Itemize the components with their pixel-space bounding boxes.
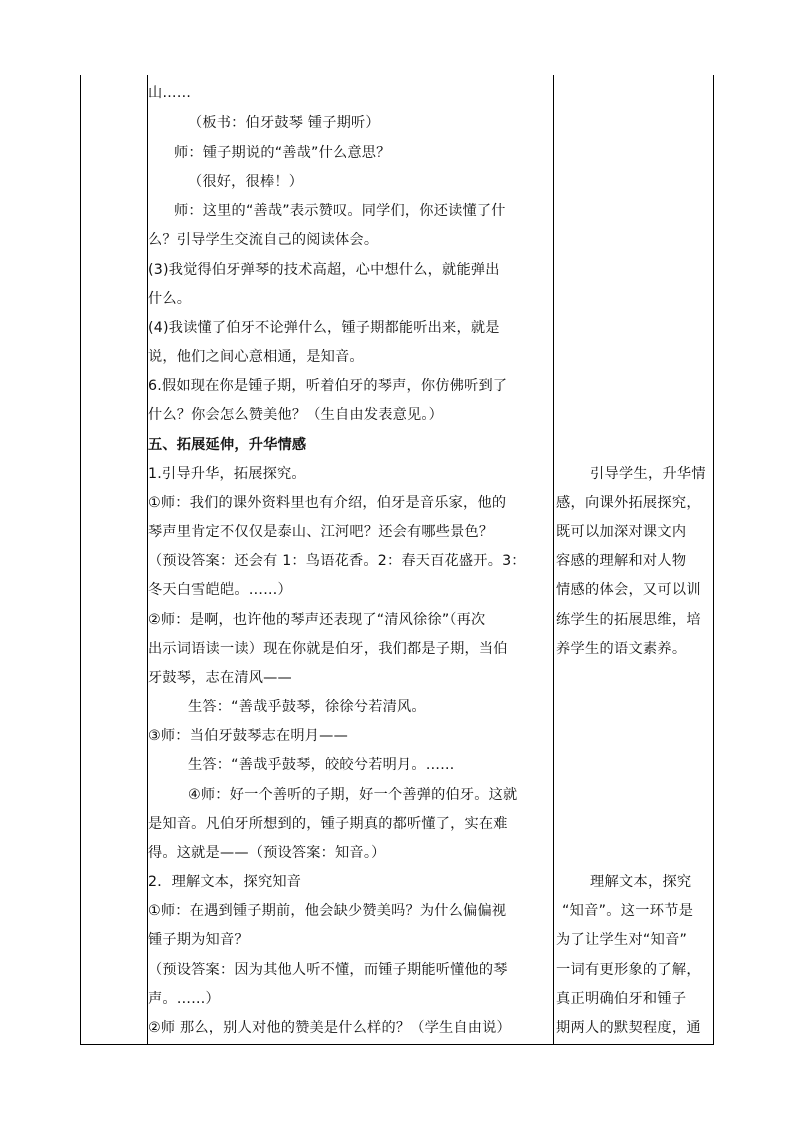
table-border-bottom [80, 1044, 714, 1045]
lesson-text-line: 琴声里肯定不仅仅是泰山、江河吧？还会有哪些景色？ [148, 524, 494, 540]
design-note-line: 情感的体会，又可以训 [556, 582, 701, 598]
table-border-col2 [553, 75, 554, 1045]
lesson-text-line: （预设答案：因为其他人听不懂，而锺子期能听懂他的琴 [148, 962, 508, 978]
lesson-text-line: ③师：当伯牙鼓琴志在明月—— [148, 728, 348, 744]
lesson-text-line: （预设答案：还会有 1：鸟语花香。2：春天百花盛开。3： [148, 553, 526, 569]
lesson-text-line: 牙鼓琴，志在清风—— [148, 670, 292, 686]
design-note-line: 容感的理解和对人物 [556, 553, 687, 569]
lesson-text-line: 师：锺子期说的“善哉”什么意思？ [174, 145, 391, 161]
lesson-text-line: 2．理解文本，探究知音 [148, 874, 302, 890]
lesson-text-line: 说，他们之间心意相通，是知音。 [148, 349, 364, 365]
lesson-text-line: ②师：是啊，也许他的琴声还表现了“清风徐徐”（再次 [148, 612, 486, 628]
lesson-text-line: 出示词语读一读）现在你就是伯牙，我们都是子期，当伯 [148, 641, 508, 657]
lesson-text-line: 什么。 [148, 291, 192, 307]
lesson-text-line: 6.假如现在你是锺子期，听着伯牙的琴声，你仿佛听到了 [148, 378, 508, 394]
lesson-text-line: 生答：“善哉乎鼓琴，皎皎兮若明月。…… [188, 757, 455, 773]
design-note-line: 养学生的语文素养。 [556, 641, 687, 657]
design-note-line: 一词有更形象的了解， [556, 962, 701, 978]
lesson-text-line: 什么？你会怎么赞美他？（生自由发表意见。） [148, 407, 444, 423]
table-border-right [713, 75, 714, 1045]
lesson-text-line: 师：这里的“善哉”表示赞叹。同学们，你还读懂了什 [174, 203, 506, 219]
design-note-line: 理解文本，探究 [590, 874, 692, 890]
lesson-text-line: 冬天白雪皑皑。……） [148, 582, 292, 598]
lesson-text-line: ①师：我们的课外资料里也有介绍，伯牙是音乐家，他的 [148, 495, 507, 511]
lesson-text-line: ④师：好一个善听的子期，好一个善弹的伯牙。这就 [188, 787, 518, 803]
lesson-text-line: 声。……） [148, 991, 220, 1007]
lesson-text-line: ①师：在遇到锺子期前，他会缺少赞美吗？为什么偏偏视 [148, 903, 507, 919]
design-note-line: 期两人的默契程度，通 [556, 1020, 701, 1036]
design-note-line: 既可以加深对课文内 [556, 524, 687, 540]
lesson-text-line: 山…… [148, 85, 192, 101]
lesson-text-line: 1.引导升华，拓展探究。 [148, 466, 306, 482]
lesson-text-line: 锺子期为知音？ [148, 932, 249, 948]
lesson-text-line: (3)我觉得伯牙弹琴的技术高超，心中想什么，就能弹出 [148, 262, 500, 278]
lesson-text-line: (4)我读懂了伯牙不论弹什么，锺子期都能听出来，就是 [148, 320, 500, 336]
lesson-text-line: 五、拓展延伸，升华情感 [148, 437, 307, 453]
design-note-line: 练学生的拓展思维，培 [556, 612, 701, 628]
design-note-line: 感，向课外拓展探究， [556, 495, 701, 511]
lesson-text-line: 生答：“善哉乎鼓琴，徐徐兮若清风。 [188, 699, 426, 715]
lesson-text-line: ②师 那么，别人对他的赞美是什么样的？（学生自由说） [148, 1020, 511, 1036]
lesson-text-line: 是知音。凡伯牙所想到的，锺子期真的都听懂了，实在难 [148, 816, 508, 832]
lesson-text-line: 得。这就是——（预设答案：知音。） [148, 845, 386, 861]
table-border-left [80, 75, 81, 1045]
design-note-line: 为了让学生对“知音” [556, 932, 688, 948]
lesson-text-line: 么？引导学生交流自己的阅读体会。 [148, 232, 379, 248]
design-note-line: 真正明确伯牙和锺子 [556, 991, 687, 1007]
design-note-line: “知音”。这一环节是 [562, 903, 694, 919]
design-note-line: 引导学生，升华情 [590, 466, 706, 482]
lesson-text-line: （很好，很棒！） [188, 174, 304, 190]
lesson-text-line: （板书：伯牙鼓琴 锺子期听） [188, 115, 380, 131]
